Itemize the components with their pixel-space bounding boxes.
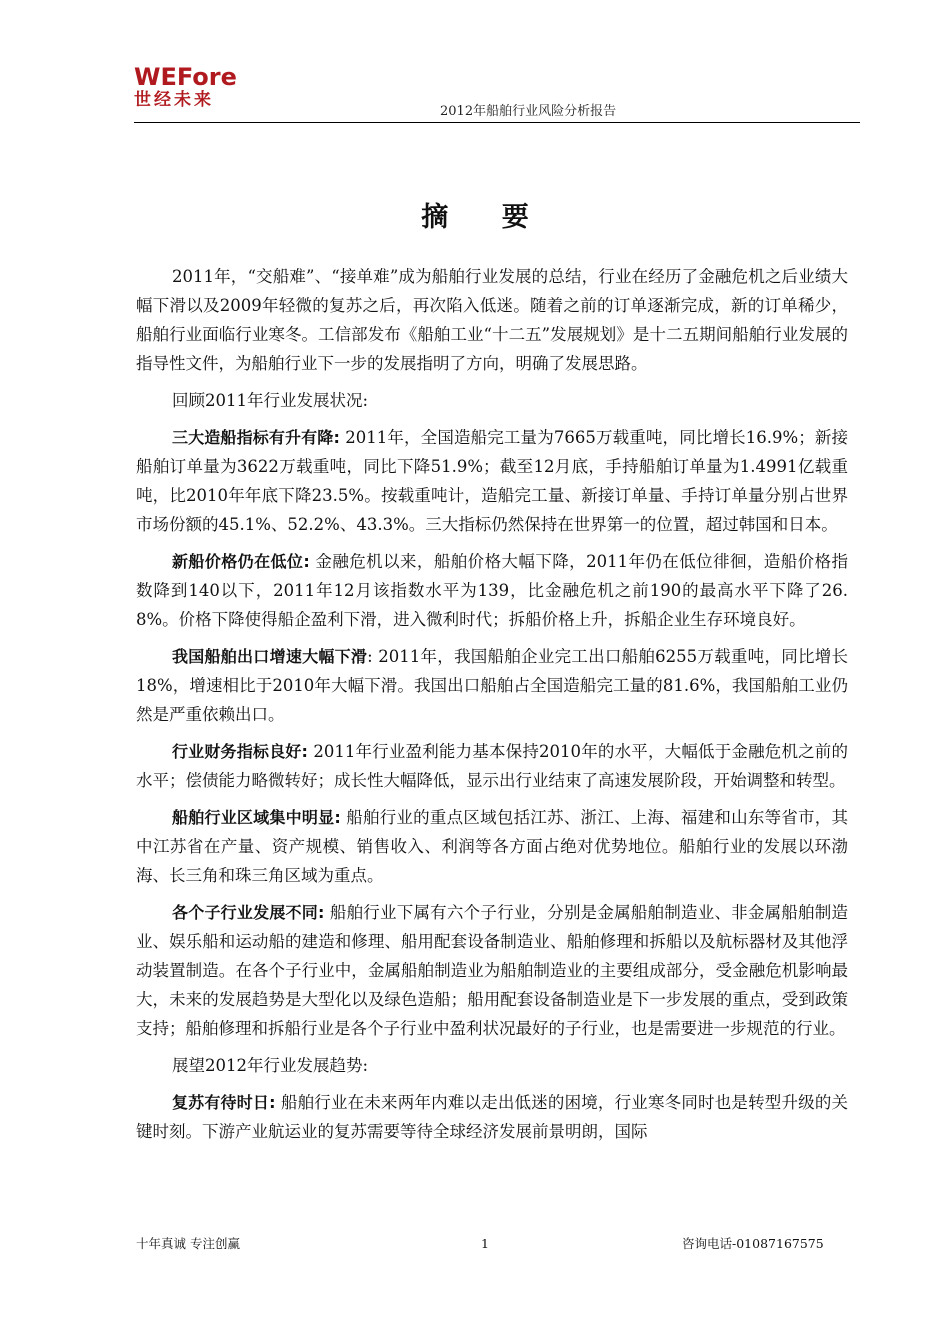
paragraph-lead: 船舶行业区域集中明显: <box>172 808 341 827</box>
paragraph-recovery: 复苏有待时日: 船舶行业在未来两年内难以走出低迷的困境，行业寒冬同时也是转型升级的关键时刻。下游产业航运业的复苏需要等待全球经济发展前景明朗，国际 <box>136 1093 849 1141</box>
paragraph-lead: 新船价格仍在低位: <box>172 552 310 571</box>
paragraph-regional: 船舶行业区域集中明显: 船舶行业的重点区域包括江苏、浙江、上海、福建和山东等省市，其中江苏省在产量、资产规模、销售收入、利润等各方面占绝对优势地位。船舶行业的发展以环渤海、长三角和珠三角区域为重点。 <box>136 808 849 885</box>
paragraph-intro: 2011年，“交船难”、“接单难”成为船舶行业发展的总结，行业在经历了金融危机之后业绩大幅下滑以及2009年轻微的复苏之后，再次陷入低迷。随着之前的订单逐渐完成，新的订单稀少，船舶行业面临行业寒冬。工信部发布《船舶工业“十二五”发展规划》是十二五期间船舶行业发展的指导性文件，为船舶行业下一步的发展指明了方向，明确了发展思路。 <box>136 267 848 373</box>
footer-phone: 咨询电话-01087167575 <box>682 1236 824 1251</box>
paragraph-ship-prices: 新船价格仍在低位: 金融危机以来，船舶价格大幅下降，2011年仍在低位徘徊，造船价格指数降到140以下，2011年12月该指数水平为139，比金融危机之前190的最高水平下降了26.8%。价格下降使得船企盈利下滑，进入微利时代；拆船价格上升，拆船企业生存环境良好。 <box>136 552 848 629</box>
logo-chinese-name: 世经未来 <box>134 90 214 110</box>
paragraph-shipbuilding-indicators: 三大造船指标有升有降: 2011年，全国造船完工量为7665万载重吨，同比增长16.9%；新接船舶订单量为3622万载重吨，同比下降51.9%；截至12月底，手持船舶订单量为1.4991亿载重吨，比2010年年底下降23.5%。按载重吨计，造船完工量、新接订单量、手持订单量分别占世界市场份额的45.1%、52.2%、43.3%。三大指标仍然保持在世界第一的位置，超过韩国和日本。 <box>136 428 848 534</box>
paragraph-sub-industries: 各个子行业发展不同: 船舶行业下属有六个子行业，分别是金属船舶制造业、非金属船舶制造业、娱乐船和运动船的建造和修理、船用配套设备制造业、船舶修理和拆船以及航标器材及其他浮动装置制造。在各个子行业中，金属船舶制造业为船舶制造业的主要组成部分，受金融危机影响最大，未来的发展趋势是大型化以及绿色造船；船用配套设备制造业是下一步发展的重点，受到政策支持；船舶修理和拆船行业是各个子行业中盈利状况最好的子行业，也是需要进一步规范的行业。 <box>136 903 848 1038</box>
paragraph-outlook-heading: 展望2012年行业发展趋势: <box>172 1056 369 1075</box>
paragraph-lead: 三大造船指标有升有降: <box>172 428 340 447</box>
report-header-title: 2012年船舶行业风险分析报告 <box>440 104 617 119</box>
page-title: 摘 要 <box>421 202 551 233</box>
paragraph-exports: 我国船舶出口增速大幅下滑: 2011年，我国船舶企业完工出口船舶6255万载重吨，同比增长18%，增速相比于2010年大幅下滑。我国出口船舶占全国造船完工量的81.6%，我国船舶工业仍然是严重依赖出口。 <box>136 647 848 724</box>
paragraph-lead: 我国船舶出口增速大幅下滑 <box>172 647 368 666</box>
company-logo <box>134 64 238 112</box>
footer-slogan: 十年真诚 专注创赢 <box>136 1236 240 1251</box>
paragraph-review-heading: 回顾2011年行业发展状况: <box>172 391 369 410</box>
paragraph-lead: 复苏有待时日: <box>172 1093 276 1112</box>
logo-wordmark: WEFore <box>134 63 237 91</box>
summary-body <box>136 262 848 1154</box>
header-divider <box>134 122 860 123</box>
paragraph-financials: 行业财务指标良好: 2011年行业盈利能力基本保持2010年的水平，大幅低于金融危机之前的水平；偿债能力略微转好；成长性大幅降低，显示出行业结束了高速发展阶段，开始调整和转型。 <box>136 742 848 790</box>
paragraph-lead: 行业财务指标良好: <box>172 742 308 761</box>
page-number: 1 <box>481 1236 489 1251</box>
paragraph-lead: 各个子行业发展不同: <box>172 903 325 922</box>
